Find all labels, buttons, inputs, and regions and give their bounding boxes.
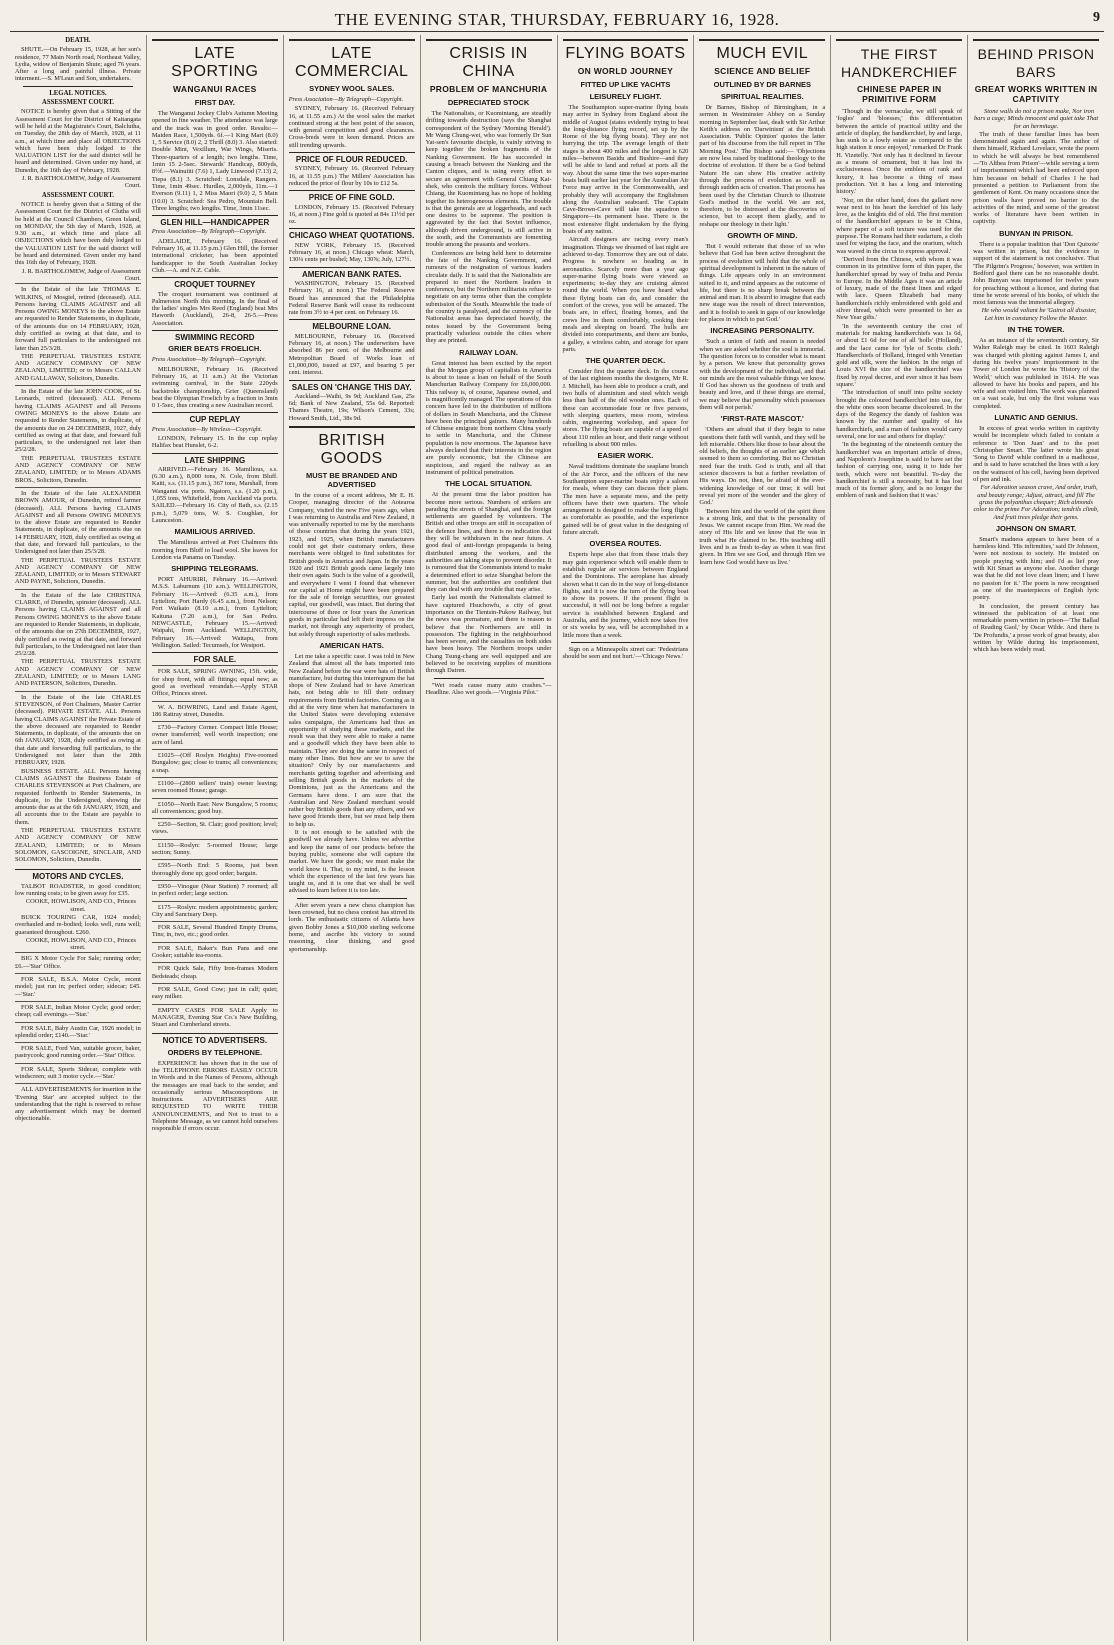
article-text: Aircraft designers are racing every man's imagination. Things we dreamed of last night are achieved to-day. Tomorrow they are out of date. Progress is nowhere so heading as in aeronautics. Scarcely more than a year ago super-marine flying boats were viewed as experiments; to-day they are cruising almost round the world. When you have heard what these flying boats can do, and consider the comfort of the crews, you will be amazed. The boats are, in effect, floating homes, and the crews live in them comfortably, cooking their meals and sleeping on board. The hulls are divided into compartments, and there are bunks, a galley, a wireless cabin, and storage for spare parts.: [562, 236, 689, 353]
article-text: In excess of great works written in captivity would be incomplete which failed to contain a reference to 'Don Juan' and to the poet Christopher Smart. The latter wrote his great 'Song to David' while confined in a madhouse, and is said to have scratched the lines with a key on the wainscot of his cell, having been deprived of pen and ink.: [973, 424, 1099, 484]
estate-text: In the Estate of the late CHARLES STEVENSON, of Port Chalmers, Master Carrier (deceased). PRIVATE ESTATE. ALL Persons having CLAIMS AGAINST the Private Estate of the above deceased are requested to Render Statements, in duplicate, of the amounts due on 6th JANUARY, 1928, duly certified as owing at that date and forwarding full particulars, to the Undersigned not later than the 28th FEBRUARY, 1928.: [15, 693, 141, 767]
headline: BEHIND PRISON BARS: [973, 39, 1099, 81]
kicker: SCIENCE AND BELIEF: [714, 66, 811, 76]
column-first-handkerchief: [831, 35, 968, 1641]
article-text: 'In the beginning of the nineteenth century the handkerchief was an important article of dress, and Napoleon's Josephine is said to have set the fashion of carrying one, using it to hide her teeth, which were not beautiful. To-day the handkerchief is still a necessity, but it has lost much of its former glory, and is no longer the emblem of rank and fashion that it was.': [836, 441, 963, 500]
estate-notice: [15, 385, 141, 487]
divider: [571, 642, 681, 643]
sub-heading: GROWTH OF MIND.: [727, 231, 798, 241]
sub-heading: MAMILIOUS ARRIVED.: [174, 527, 256, 537]
assessment-notice: NOTICE is hereby given that a Sitting of the Assessment Court for the District of Kaitangata will be held at the Magistrate's Court, Balclutha, on Tuesday, the 28th day of March, 1928, at 11 a.m., at which time and place all OBJECTIONS which have been duly lodged to the VALUATION LIST for the said district will be heard and determined. Given under my hand, at Dunedin, the 16th day of February, 1928.: [15, 108, 141, 174]
motor-ad-firm: COOKE, HOWLISON, AND CO., Princes street.: [25, 898, 136, 913]
sub-heading: SHIPPING TELEGRAMS.: [171, 564, 259, 574]
press-credit: Press Association—By Telegraph—Copyright.: [151, 228, 267, 236]
column-late-commercial: [284, 35, 421, 1641]
article-text: Early last month the Nationalists claimed to have captured Hsuchowfu, a city of great importance on the Tientsin-Pukow Railway, but the news was premature, and there is reason to believe that the Northerners are still in possession. The fighting in the neighbourhood has been severe, and the casualties on both sides have been heavy. The Northern troops under Chang Tsung-chang are well equipped and are believed to be receiving supplies of munitions through Dairen.: [425, 594, 552, 675]
article-text: 'Between him and the world of the spirit there is a strong link, and that is the personality of Jesus. We cannot escape from Him. We read the story of His life and we know that He was in truth what He claimed to be. His teaching still lives and is as fresh to-day as when it was first given. In Him we see God, and through Him we learn how God would have us live.': [699, 507, 826, 566]
small-ad: BIG X Motor Cycle For Sale; running order; £6.—'Star' Office.: [15, 952, 141, 972]
article-text: At the present time the labor position has become more serious. Numbers of strikers are parading the streets of Shanghai, and the foreign settlements are guarded by volunteers. The British and other troops are still in occupation of the defence lines, and there is no indication that they will be withdrawn in the near future. A good deal of anti-foreign propaganda is being distributed among the workers, and the authorities are taking steps to prevent disorder. It is rumoured that the Communists intend to make a determined effort to seize Shanghai before the summer, but the authorities are confident that they can deal with any trouble that may arise.: [425, 491, 552, 594]
sub-heading: FITTED UP LIKE YACHTS: [580, 80, 671, 89]
small-ad: FOR SALE, Several Hundred Empty Drums, Tins; in, two, etc.; good order.: [152, 921, 278, 941]
kicker: PROBLEM OF MANCHURIA: [429, 84, 548, 94]
press-credit: Press Association—By Telegraph—Copyright.: [288, 96, 404, 103]
article-text: Naval traditions dominate the seaplane branch of the Air Force, and the officers of the new Southampton super-marine boats enjoy a saloon for meals, where they can discuss their plans. The men have a separate mess, and the petty officers have their own quarters. The whole arrangement is designed to make the long flight as comfortable as possible, and the experience gained will be of great value in the designing of future aircraft.: [562, 463, 689, 537]
kicker: GREAT WORKS WRITTEN IN CAPTIVITY: [974, 84, 1098, 104]
article-text: The croquet tournament was continued at Palmerston North this morning. In the final of the ladies' singles Mrs Reed (England) beat Mrs Haworth (Auckland), 26-8, 26-5.—Press Association.: [151, 290, 278, 327]
estate-agent: THE PERPETUAL TRUSTEES ESTATE AND AGENCY COMPANY OF NEW ZEALAND, LIMITED; or to Messrs SOLOMON, GASCOIGNE, SINCLAIR, AND SOLOMON, Solicitors, Dunedin.: [15, 826, 141, 864]
section-heading: PRICE OF FINE GOLD.: [289, 190, 415, 201]
assessment-heading: ASSESSMENT COURT.: [41, 99, 114, 107]
small-ad: FOR SALE, SPRING AWNING, 15ft. wide, for shop front, with all fittings; equal new; as good as overhead verandah.—Apply STAR Office, Princes street.: [152, 665, 278, 699]
sub-heading: OVERSEA ROUTES.: [589, 539, 662, 549]
estate-agent: THE PERPETUAL TRUSTEES ESTATE AND AGENCY COMPANY OF NEW ZEALAND, LIMITED; or to Messrs ADAMS BROS., Solicitors, Dunedin.: [15, 454, 141, 484]
column-much-evil: [694, 35, 831, 1641]
sub-heading: LEISURELY FLIGHT.: [589, 92, 662, 101]
small-ad: £950—Vinogue (Near Station) 7 roomed; all in perfect order; large section.: [152, 880, 278, 900]
article-text: It is not enough to be satisfied with the goodwill we already have. Unless we advertise and keep the name of our products before the buying public, someone else will capture the market. We have the goods; we must make the world know it. That, to my mind, is the lesson which the experience of the last few years has taught us, and it is one that we shall be well advised to learn before it is too late.: [288, 829, 415, 895]
death-heading: DEATH.: [65, 37, 91, 44]
column-behind-prison-bars: [968, 35, 1104, 1641]
estate-notice: [15, 589, 141, 691]
article-text: There is a popular tradition that 'Don Quixote' was written in prison, but the evidence in support of the statement is not conclusive. That 'The Pilgrim's Progress,' however, was written in Bedford gaol there can be no reasonable doubt. John Bunyan was imprisoned for twelve years for preaching without a licence, and during that time he wrote several of his books, of which the most famous was the immortal allegory.: [973, 240, 1099, 307]
masthead: [10, 8, 1104, 32]
small-ad: £175—Roslyn: modern appointments; garden; City and Sanctuary Deep.: [152, 901, 278, 921]
small-ad: £250—Section, St. Clair; good position; level; views.: [152, 818, 278, 838]
article-text: LONDON, February 15. In the cup replay Halifax beat Hunslet, 6-2.: [151, 434, 278, 450]
death-notice: SHUTE.—On February 15, 1928, at her son's residence, 77 Main North road, Northeast Valley, Lydia, widow of Benjamin Shute; aged 76 years. After a long and painful illness. Private interment.—S. M'Lean and Son, undertakers.: [15, 46, 141, 83]
estate-text: BUSINESS ESTATE. ALL Persons having CLAIMS AGAINST the Business Estate of CHARLES STEVENSON at Port Chalmers, are requested forthwith to Render Statements, in duplicate, to the Undersigned, showing the amounts due as at the 6th JANUARY, 1928, and all accounts due to the Estate are payable to them.: [15, 767, 141, 826]
columns: [10, 35, 1104, 1641]
small-ad: £1100—(2800 sellers' train) owner leaving; seven roomed House; garage.: [152, 777, 278, 797]
article-text: Let me take a specific case. I was told in New Zealand that almost all the hats imported into New Zealand before the war were hats of British manufacture, but during this interregnum the hat shops of New Zealand had to have American hats, not being able to fill their ordinary requirements from British factories. Coming as it did at the very time when hat manufacturers in the United States were developing extensive sales campaigns, the Americans had thus an opportunity of studying these markets, and the result was that they were able to make a name and a goodwill which they have been able to maintain. They are doing the same in respect of many other lines. But how are we to save the situation? Only by our manufacturers and merchants getting together and advertising and selling British goods in the markets of the Dominions, just as the Americans and the Germans have done. I am sure that the Australian and New Zealand merchant would rather buy British goods than any others, and we have good friends there, but we must help them to help us.: [288, 652, 415, 828]
small-ad: FOR Quick Sale, Fifty Iron-frames Modern Bedsteads; cheap.: [152, 962, 278, 982]
small-ad: £595—North End: 5 Rooms, just been thoroughly done up; good order; bargain.: [152, 859, 278, 879]
column-flying-boats: [558, 35, 695, 1641]
article-text: ARRIVED.—February 16. Mamilious, s.s. (6.30 a.m.), 8,000 tons, N. Cole, from Bluff. Kaiti, s.s. (11.15 p.m.), 367 tons, Marshall, from Wanganui via ports. Ngatoro, s.s. (1.20 p.m.), 1,055 tons, Whitefield, from Auckland via ports. SAILED.—February 16. City of Bath, s.s. (2.15 p.m.), 5,079 tons, W. S. Coughlan, for Launceston.: [151, 465, 278, 524]
section-heading: AMERICAN BANK RATES.: [289, 267, 415, 278]
estate-notice: [15, 487, 141, 589]
sub-heading: FIRST DAY.: [194, 98, 235, 107]
section-heading: CUP REPLAY: [152, 412, 278, 423]
article-text: SYDNEY, February 16. (Received February 16, at 11.55 p.m.) The Millers' Association has reduced the price of flour by 10s to £12 5s.: [288, 165, 415, 187]
article-text: 'In the seventeenth century the cost of materials for making handkerchiefs was 1s 6d, or about £1 6d for one of all 'holls' (Holland), and the lace came for 'lyle of Scotts cloth.' Handkerchiefs of Holland, fringed with Venetian gold and silk, were the fashion. In the reign of Louis XVI the size of the handkerchief was fixed by royal decree, and ever since it has been square.': [836, 322, 963, 388]
section-heading: PRICE OF FLOUR REDUCED.: [289, 152, 415, 163]
assessment-signature: J. R. BARTHOLOMEW, Judge of Assessment Court.: [21, 267, 141, 282]
article-text: Smart's madness appears to have been of a harmless kind. 'His infirmities,' said Dr Johnson, 'were not noxious to society. He insisted on people praying with him; and I'd as lief pray with Kit Smart as anyone else. Another charge was that he did not love clean linen; and I have no passion for it.' The poem is now recognised as one of the masterpieces of English lyric poetry.: [973, 535, 1099, 602]
section-heading: GLEN HILL—HANDICAPPER: [152, 215, 278, 226]
article-text: PORT AHURIRI, February 16.—Arrived: M.S.S. Laburnum (10 a.m.). WELLINGTON, February 16.—Arrived: (6.35 a.m.), from Lyttelton; Port Hardy (6.45 a.m.), from Nelson; Port Waikato (8.10 a.m.), from Lyttelton; Kaituna (7.20 a.m.), for San Pedro. NEWCASTLE, February 15.—Arrived: Waipahi, from Auckland. WELLINGTON, February 16.—Arrived: Waitapu, from Wellington. Sailed: Tecumseh, for Westport.: [151, 576, 278, 649]
headline: THE FIRST HANDKERCHIEF: [836, 39, 962, 81]
notice-subheading: ORDERS BY TELEPHONE.: [167, 1047, 263, 1057]
article-text: WASHINGTON, February 15. (Received February 16, at noon.) The Federal Reserve Board has announced that the Philadelphia Federal Reserve Bank will cease its rediscount rate from 3½ to 4 per cent. on February 16.: [288, 279, 415, 317]
estate-text: In the Estate of the late CHRISTINA CLARKE, of Dunedin, spinster (deceased). ALL Persons having CLAIMS AGAINST and all Persons OWING MONEYS to the above Estate are requested to Render Statements, in duplicate, of the amounts due on 27th DECEMBER, 1927, duly certified as owing at that date, and forward full particulars, to the Undersigned not later than 25/2/28.: [15, 591, 141, 658]
kicker: ON WORLD JOURNEY: [577, 66, 674, 76]
sub-heading: 'FIRST-RATE MASCOT.': [720, 414, 804, 424]
sub-heading: EASIER WORK.: [597, 451, 654, 461]
article-text: 'Though in the vernacular, we still speak of 'fogles' and 'bloesses,' this differentiation between the article of practical utility and the article of display, the handkerchief, by and large, has sunk to a lowly estate as compared to the high station it once enjoyed,' remarked Dr Frank H. Vizetelly. 'Not only has it declined in favour as a means of ornament, but it has lost its exclusiveness. Once the emblem of rank and luxury, it has become a thing of mass production. Yet it has a long and interesting history.': [836, 108, 963, 196]
filler-quote: Sign on a Minneapolis street car: 'Pedestrians should be seen and not hurt.'—'Chicago News.': [562, 645, 689, 661]
small-ad: W. A. BOWRING, Land and Estate Agent, 186 Rattray street, Dunedin.: [152, 701, 278, 721]
sub-heading: RAILWAY LOAN.: [459, 347, 518, 357]
filler-quote: "Wet roads cause many auto crashes."—Headline. Also wet goods.—'Virginia Pilot.': [425, 681, 552, 696]
article-text: Dr Barnes, Bishop of Birmingham, in a sermon in Westminster Abbey on a Sunday morning in September last, dealt with Sir Arthur Keith's address on 'Darwinism' at the British Association. 'Public Opinion' quotes the latter part of his discourse from the full report in 'The Morning Post.' The Bishop said:— 'Objections are now less raised by traditional theology to the doctrine of evolution. If there be a God behind Nature He can show His creative activity through the process of evolution as well as through sudden acts of creation. That process has been used by the Christian Church to illustrate God's method in the world. We are not, therefore, to be distressed at the discoveries of science, but to accept them gladly, and to reshape our theology in their light.': [699, 104, 826, 228]
sub-heading: LUNATIC AND GENIUS.: [994, 412, 1078, 422]
small-ad: FOR SALE, Ford Van, suitable grocer, baker, pastrycook; good running order.—'Star' Office.: [15, 1042, 141, 1062]
estate-notice: [15, 283, 141, 385]
section-heading: CHICAGO WHEAT QUOTATIONS.: [289, 228, 415, 239]
sub-heading: IN THE TOWER.: [1007, 325, 1065, 335]
headline: CRISIS IN CHINA: [426, 39, 552, 81]
headline: BRITISH GOODS: [289, 426, 415, 468]
empty-cases-ad: EMPTY CASES FOR SALE Apply to MANAGER, Evening Star Co.'s New Building, Stuart and Cumberland streets.: [152, 1004, 278, 1031]
small-ad: £1050—North East: New Bungalow, 5 rooms; all conveniences; good buy.: [152, 798, 278, 818]
column-late-sporting: [147, 35, 284, 1641]
estate-text: In the Estate of the late JOHN COOK, of St. Leonards, retired (deceased). ALL Persons having CLAIMS AGAINST and all Persons OWING MONEYS to the above Estate are requested to Render Statements, in duplicate, of the amounts due on 24 DECEMBER, 1927, duly certified as owing at that date, and forward full particulars, to the undersigned not later than 25/2/28.: [15, 388, 141, 454]
estate-text: In the Estate of the late THOMAS E. WILKINS, of Mosgiel, retired (deceased). ALL Persons having CLAIMS AGAINST and all Persons OWING MONEYS to the above Estate are requested to Render Statements, in duplicate, of the amounts due on 14 FEBRUARY, 1928, duly certified as owing at that date, and to forward full particulars to the undersigned not later than 25/3/28.: [15, 286, 141, 352]
article-text: 'But I would reiterate that those of us who believe that God has been active throughout the process of evolution will hold that the whole of spiritual development is inherent in the nature of things. Life appears only in an environment suited to it, and mind appears as the outcome of life, but there is no sharp break between the animal and man. It is absurd to imagine that each new stage was the result of direct intervention, and it is foolish to seek in gaps of our knowledge for places in which to put God.': [699, 243, 826, 324]
estate-agent: THE PERPETUAL TRUSTEES ESTATE AND AGENCY COMPANY OF NEW ZEALAND, LIMITED; or to Messrs CALLAN AND GALLAWAY, Solicitors, Dunedin.: [15, 352, 141, 382]
article-text: The Mamilious arrived at Port Chalmers this morning from Bluff to load wool. She leaves for London via Panama on Tuesday.: [151, 539, 278, 561]
sub-heading: AMERICAN HATS.: [319, 640, 384, 650]
article-text: NEW YORK, February 15. (Received February 16, at noon.) Chicago wheat: March, 130¼ cents per bushel; May, 130⅝; July, 127½.: [288, 241, 415, 264]
article-text: Consider first the quarter deck. In the course of the last eighteen months the designers, Mr R. J. Mitchell, has been able to produce a craft, and two hulls of aluminium and steel which weigh less than half of the old wooden ones. Each of these can accommodate four or five persons, with sleeping quarters, mess room, wireless cabin, engineering workshop, and space for stores. The flying boats are capable of a speed of about 110 miles an hour, and their range without refuelling is about 900 miles.: [562, 368, 689, 449]
sub-heading: BUNYAN IN PRISON.: [999, 228, 1074, 238]
motor-ad: BUICK TOURING CAR, 1924 model; overhauled and re-bodied; looks well, runs well; guaranteed throughout. £260.: [15, 913, 141, 936]
column-crisis-in-china: [421, 35, 558, 1641]
assessment-signature: J. R. BARTHOLOMEW, Judge of Assessment Court.: [21, 175, 141, 190]
motor-small-ads: [15, 952, 141, 1124]
small-ad: £730—Factory Corner. Compact little House; owner transferred; well worth inspection; one acre of land.: [152, 721, 278, 748]
article-text: 'Others are afraid that if they begin to raise questions their faith will vanish, and they will be left miserable. Others like those to hear about the old beliefs, the thoughts of an earlier age which seemed to them so comforting. But no Christian need fear the truth. God is truth, and all that science discovers is but a further revelation of His ways. Do not, then, be afraid of the ever-widening knowledge of our time; it will but reveal yet more of the wonder and the glory of God.': [699, 426, 826, 507]
divider: [23, 86, 133, 87]
article-text: ADELAIDE, February 16. (Received February 16, at 11.15 p.m.) Glen Hill, the former international cricketer, has been appointed handicapper to the South Australian Jockey Club.—A. and N.Z. Cable.: [151, 237, 278, 274]
headline: LATE COMMERCIAL: [289, 39, 415, 81]
article-text: MELBOURNE, February 16. (Received February 16, at 11 a.m.) At the Victorian swimming carnival, in the State 220yds backstroke championship, Grier (Queensland) beat the Olympian Froelich by a fraction in 3min 0 1-5sec, thus creating a new Australian record.: [151, 365, 278, 410]
section-heading: MELBOURNE LOAN.: [289, 319, 415, 330]
article-text: As an instance of the seventeenth century, Sir Walter Raleigh may be cited. In 1603 Raleigh was charged with plotting against James I, and during his twelve years' imprisonment in the Tower of London he wrote his 'History of the World,' which was published in 1614. He was allowed to have his books and papers, and his wife and son visited him. The work was planned on a vast scale, but only the first volume was completed.: [973, 337, 1099, 410]
sub-heading: THE QUARTER DECK.: [585, 356, 666, 366]
section-heading: FOR SALE.: [152, 652, 278, 663]
sub-heading: SPIRITUAL REALITIES.: [720, 92, 804, 101]
sub-heading: INCREASING PERSONALITY.: [710, 326, 815, 336]
section-heading: CROQUET TOURNEY: [152, 277, 278, 288]
small-ad: FOR SALE, Indian Motor Cycle; good order; cheap; call evenings.—'Star.': [15, 1001, 141, 1021]
headline: MUCH EVIL: [699, 39, 825, 63]
section-heading: SWIMMING RECORD: [152, 330, 278, 341]
sub-heading: THE LOCAL SITUATION.: [445, 479, 532, 489]
press-credit: Press Association—By Telegraph—Copyright.: [151, 356, 267, 364]
headline: FLYING BOATS: [563, 39, 689, 63]
divider: [297, 898, 407, 899]
press-credit: Press Association—By Wireless—Copyright.: [151, 425, 263, 433]
poem: For Adoration season crave, And order, truth, and beauty range; Adjust, attract, and fill The grass the polyanthus chequer; Rich almonds color to the prime For Adoration; tendrils climb, And fruit trees pledge their gems.: [973, 484, 1099, 521]
assessment-notice: NOTICE is hereby given that a Sitting of the Assessment Court for the District of Clutha will be held at the Council Chambers, Green Island, on MONDAY, the 5th day of March, 1928, at 9.30 a.m., at which time and place all OBJECTIONS which have been duly lodged to the VALUATION LIST for the said district will be heard and determined. Given under my hand this 16th day of February, 1928.: [15, 200, 141, 267]
article-text: SYDNEY, February 16. (Received February 16, at 11.55 a.m.) At the wool sales the market continued strong at the best point of the season, with general competition and good clearances. Cross-breds were in keen demand. Prices are still trending upwards.: [288, 105, 415, 149]
article-text: In the course of a recent address, Mr E. H. Cooper, managing director of the Aotearoa Company, visited the new Five years ago, when I was returning to Australia and New Zealand, it was universally reported to me by the merchants of those countries that during the years 1921, 1923, and 1925, when British manufacturers could not get their customary orders, these merchants were obliged to find substitutes for British goods in America and Japan. In the years 1920 and 1921 British goods came largely into their own again. Such is the value of a goodwill, and everywhere I went I found that whenever our capital at Home might have been prepared for the sale of foreign securities, our greatest capital, our goodwill, was intact. But during that intercourse of three or four years the American goods in particular had left their impress on the market, not through any superiority of product, but solely through superiority of sales methods.: [288, 491, 415, 638]
small-ad: £1025—(Off Roslyn Heights) Five-roomed Bungalow; gas; close to trams; all conveniences; a snap.: [152, 749, 278, 776]
sub-heading: OUTLINED BY DR BARNES: [713, 80, 811, 89]
divider: [434, 678, 544, 679]
article-text: 'Nor, on the other hand, does the gallant now wear next to his heart the kerchief of his lady love, as the knights did of old. The first mention of the handkerchief appears to be in China, where paper of a soft texture was used for the purpose. The Romans had their sudarium, a cloth used for wiping the face, and the orarium, which was waved in the circus to express approval.': [836, 196, 963, 255]
poem: Stone walls do not a prison make, Nor iron bars a cage; Minds innocent and quiet take That for an hermitage.: [973, 108, 1099, 130]
notice-text: EXPERIENCE has shown that in the use of the TELEPHONE ERRORS EASILY OCCUR in Words and in the Names of Persons, although the messages are read back to the sender, and occasionally serious Misconceptions in Instructions. ADVERTISERS ARE REQUESTED TO WRITE THEIR ANNOUNCEMENTS, and Not to trust to a Telephone Message, as we cannot hold ourselves responsible if errors occur.: [151, 1059, 278, 1133]
small-ad: FOR SALE, Good Cow; just in calf; quiet; easy milker.: [152, 983, 278, 1003]
section-heading: LATE SHIPPING: [152, 453, 278, 464]
article-text: The Wanganui Jockey Club's Autumn Meeting opened in fine weather. The attendance was large and the track was in good order. Results:— Maiden Race, 1,500yds. 6f.—1 King Mart (8.0) 1, 5 Service (8.0) 2, 2 Thrill (8.0) 3. Also started: Double Mint, Vexillum, War Wings, Miseris. Three-quarters of a length; two lengths. Time, 1min 15 2-5sec. Stewards' Handicap, 800yds, 8½f.—Wainuiiti (7.6) 1, Lady Linwood (7.13) 2, Tiepa (8.1) 3. Scratched: Lonsdale, Rangers. Time, 1min 49sec. Hurdles, 2,000yds, 11m.—1 Everson (9.11) 1, 2 Miss Maori (9.0) 2, 5 Main (10.0) 3. Scratched: Sea Pedro, Mountain Bell. Three lengths; two lengths. Time, 3min 11sec.: [151, 110, 278, 212]
for-sale-ads: [152, 665, 278, 1002]
article-text: 'The introduction of snuff into polite society brought the coloured handkerchief into use, for the white ones soon became discoloured. In the days of the Regency the dandy of fashion was known by the number and quality of his handkerchiefs, and a man of fashion would carry several, one for use and others for display.': [836, 389, 963, 441]
sub-heading: DEPRECIATED STOCK: [447, 98, 530, 107]
section-heading: WANGANUI RACES: [173, 84, 257, 94]
small-ad: FOR SALE, Baby Austin Car, 1926 model; in splendid order; £140.—'Star.': [15, 1022, 141, 1042]
masthead-title: THE EVENING STAR, THURSDAY, FEBRUARY 16, 1928.: [334, 9, 780, 29]
article-text: The truth of these familiar lines has been demonstrated again and again. The author of them himself, Richard Lovelace, wrote the poem to which he will always be best remembered—'To Althea from Prison'—while serving a term of imprisonment which had been enforced upon him because on behalf of Charles I he had presented a petition to Parliament from the gentlemen of Kent. On many occasions since the prison walls have proved no barrier to the activities of the mind, and some of the greatest works of literature have been written in captivity.: [973, 130, 1099, 226]
motors-heading: MOTORS AND CYCLES.: [15, 869, 141, 880]
article-text: The Nationalists, or Kuomintang, are steadily drifting towards destruction (says the Shanghai correspondent of the Sydney 'Morning Herald'). Mr Wang Chung-wei, who was formerly Dr Sun Yat-sen's favourite disciple, is vainly striving to keep together the broken fragments of the Nanking Government. He has succeeded in causing a breach between the Nanking and the Canton cliques, and is using every effort to secure an agreement with General Chiang Kai-shek, who controls the military forces. Without Chiang, the Kuomintang has no hope of holding together its heterogeneous elements. The trouble is that the generals are at loggerheads, and each one desires to be supreme. The position is aggravated by the fact that Soviet influence, although driven underground, is still active in the south, and the Communists are fomenting trouble among the peasants and workers.: [425, 110, 552, 249]
article-text: LONDON, February 15. (Received February 16, at noon.) Fine gold is quoted at 84s 11½d per oz.: [288, 203, 415, 226]
kicker: CHINESE PAPER IN PRIMITIVE FORM: [856, 84, 942, 104]
article-text: In conclusion, the present century has witnessed the publication of at least one remarkable poem written in prison—'The Ballad of Reading Gaol,' by Oscar Wilde. And there is 'De Profundis,' a prose work of great beauty, also written by Wilde during his imprisonment, which has been widely read.: [973, 602, 1099, 654]
legal-heading: LEGAL NOTICES.: [49, 89, 107, 97]
section-heading: SYDNEY WOOL SALES.: [309, 84, 395, 93]
column-classifieds: [10, 35, 147, 1641]
small-ad: ALL ADVERTISEMENTS for insertion in the 'Evening Star' are accepted subject to the understanding that the right is reserved to refuse any advertisement which may be deemed objectionable.: [15, 1083, 141, 1124]
article-text: MELBOURNE, February 16. (Received February 16, at noon.) The underwriters have absorbed 86 per cent. of the Melbourne and Metropolitan Board of Works loan of £1,000,000, issued at £97, and bearing 5 per cent. interest.: [288, 332, 415, 377]
section-heading: SALES ON 'CHANGE THIS DAY.: [289, 380, 415, 391]
article-text: After seven years a new chess champion has been crowned, but no chess contest has stirred its lords. The enthusiastic citizens of Atlanta have given Bobby Jones a $10,000 sterling welcome home, and ascribe his victory to sound reasoning, clear thinking, and good sportsmanship.: [288, 901, 415, 953]
poem: He who would valiant be 'Gainst all disaster, Let him in constancy Follow the Master.: [981, 307, 1097, 322]
article-text: The Southampton super-marine flying boats may arrive in Sydney from England about the middle of August (states evidently trying to beat the long-distance flying record, set up by the Rome of the big flying boats). They are not hurrying the trip. The average length of their stages is about 400 miles and the longest is 620 miles—between Basidu and Bushire—and they will be able to land and refuel at ports all the way. About the same time the two super-marine boats built earlier last year for the Australian Air Force may arrive in the Commonwealth, and probably they will accompany the Englishmen along the Australian seaboard. The Captain Cave-Brown-Cave will take the squadron to Singapore—its permanent base. There is the most extensive flight undertaken by the flying boats of any nation.: [562, 104, 689, 236]
page-number: 9: [1093, 10, 1100, 25]
headline: LATE SPORTING: [152, 39, 278, 81]
article-text: 'Such a union of faith and reason is needed when we are asked whether the soul is immortal. The question forces us to consider what is meant by a person. We know that personality grows with the development of the individual, and that our minds are the most valuable things we know. If God has shown us the goodness of truth and beauty and love, and if these things are eternal, we may believe that personality which possesses them will not perish.': [699, 338, 826, 411]
small-ad: FOR SALE, Baker's Bun Pans and one Cooker; suitable tea-rooms.: [152, 942, 278, 962]
small-ad: £1150—Roslyn: 5-roomed House; large section; Sunny.: [152, 839, 278, 859]
kicker: MUST BE BRANDED AND ADVERTISED: [305, 470, 398, 489]
estate-notice: [15, 691, 141, 867]
estate-agent: THE PERPETUAL TRUSTEES ESTATE AND AGENCY COMPANY OF NEW ZEALAND, LIMITED; or to Messrs LANG AND PATERSON, Solicitors, Dunedin.: [15, 658, 141, 688]
notice-heading: NOTICE TO ADVERTISERS.: [152, 1033, 278, 1044]
article-text: Great interest has been excited by the report that the Morgan group of capitalists in America is about to issue a loan on behalf of the South Manchurian Railway Company for £6,000,000. This railway is, of course, Japanese owned, and is magnificently managed. The operations of this concern have led to the distribution of millions of dollars in South Manchuria, and the Chinese have been the principal gainers. Many hundreds of Chinese emigrate from northern China yearly to settle in Manchuria, and the Chinese population is now enormous. The Japanese have always declared that their interests in the region are purely economic, but the Chinese are suspicious, and regard the railway as an instrument of political penetration.: [425, 359, 552, 476]
article-text: Conferences are being held here to determine the fate of the Nanking Government, and rumours of the resignation of various leaders circulate daily. It is said that the Nationalists are prepared to meet the Northern leaders in conference, but the Northern militarists refuse to negotiate on any terms other than the complete submission of the South. Meanwhile the trade of the country is paralysed, and the currency of the Nationalist areas has depreciated heavily, the notes issued by the Government being practically valueless outside the cities where they are printed.: [425, 249, 552, 345]
motor-ad: TALBOT ROADSTER, in good condition; low running costs; to be given away for £35.: [15, 882, 141, 898]
estate-text: In the Estate of the late ALEXANDER BROWN AMOUR, of Dunedin, retired farmer (deceased). ALL Persons having CLAIMS AGAINST and all Persons OWING MONEYS to the above Estate are requested to Render Statements, in duplicate, of the amounts due on 14 FEBRUARY, 1928, duly certified as owing at that date, and forward full particulars, to the Undersigned not later than 25/3/28.: [15, 489, 141, 556]
article-text: Auckland—Waihi, 9s 9d; Auckland Gas, 25s 6d; Bank of New Zealand, 55s 6d. Reported: Thames Theatre, 19s; Wilson's Cement, 33s; Howard Smith, Ltd., 38s 9d.: [288, 392, 415, 422]
estate-agent: THE PERPETUAL TRUSTEES ESTATE AND AGENCY COMPANY OF NEW ZEALAND, LIMITED; or to Messrs STEWART AND PAYNE, Solicitors, Dunedin.: [15, 556, 141, 586]
motor-ad-firm: COOKE, HOWLISON, AND CO., Princes street.: [25, 936, 136, 952]
small-ad: FOR SALE, B.S.A. Motor Cycle, recent model; just run in; perfect order; sidecar; £45.—'Star.': [15, 973, 141, 1000]
assessment-heading: ASSESSMENT COURT.: [41, 191, 114, 199]
small-ad: FOR SALE, Sports Sidecar, complete with windscreen; suit 3 motor cycle.—'Star.': [15, 1063, 141, 1083]
article-text: 'Derived from the Chinese, with whom it was common in its primitive form of thin paper, the handkerchief spread by way of India and Persia to Europe. In the Middle Ages it was an article of luxury, made of the finest linen and edged with lace. Queen Elizabeth had many handkerchiefs richly embroidered with gold and silver thread, which were presented to her as New Year gifts.': [836, 255, 963, 322]
article-text: Experts hope also that from these trials they may gain experience which will enable them to establish regular air services between England and the Dominions. The aeroplane has already shown what it can do in the way of long-distance flights, and it is now the turn of the flying boat to show its powers. If the present flight is successful, it will not be long before a regular service is established between England and Australia, and the journey, which now takes five or six weeks by sea, will be accomplished in a little more than a week.: [562, 551, 689, 639]
sub-heading: JOHNSON ON SMART.: [995, 523, 1077, 533]
sub-heading: GRIER BEATS FROELICH.: [168, 344, 262, 354]
